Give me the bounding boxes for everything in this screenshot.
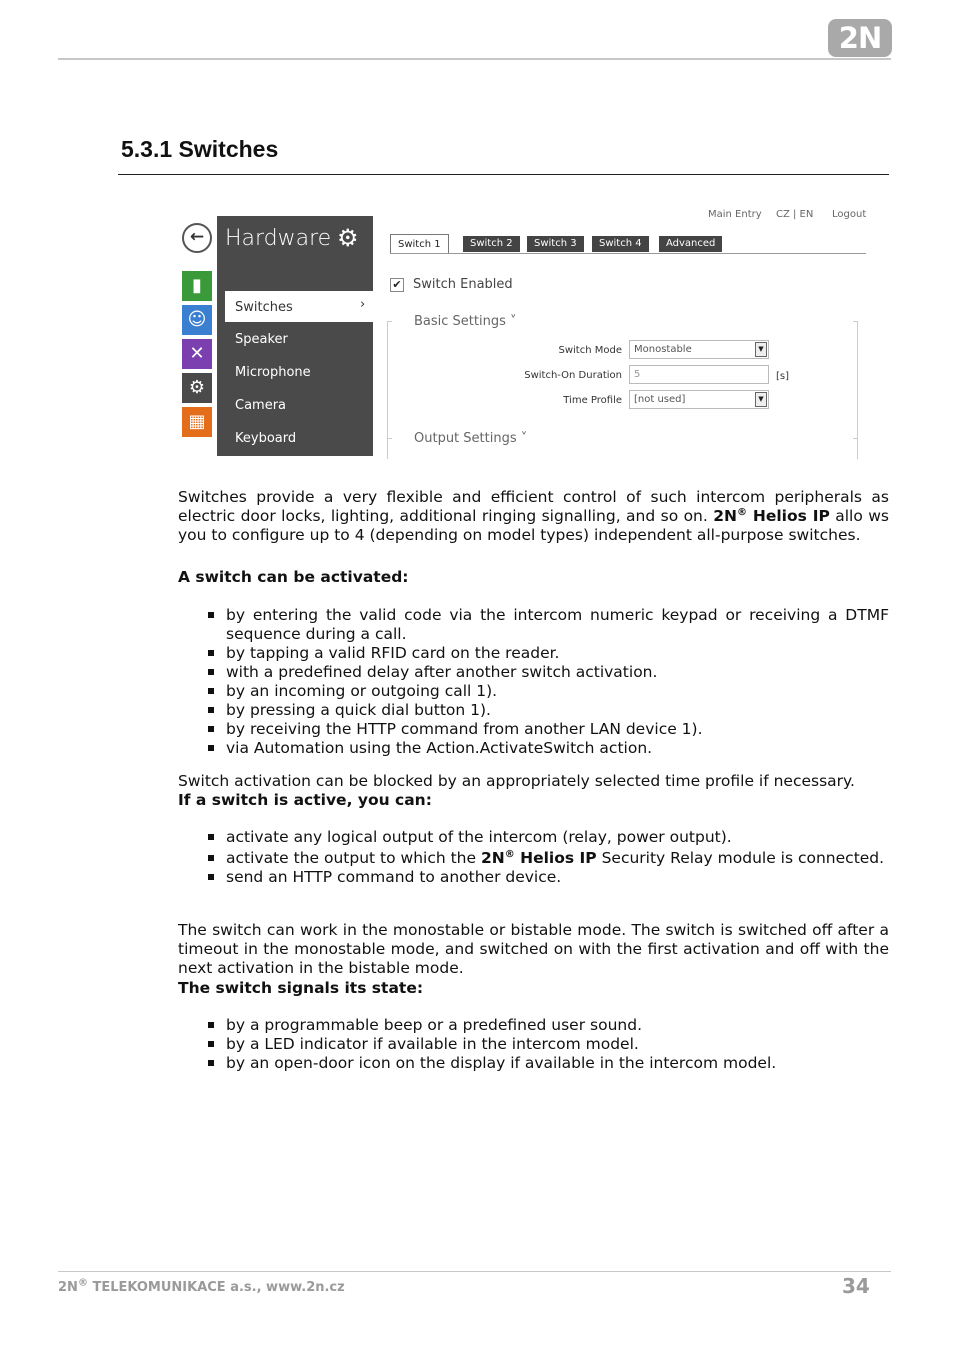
basic-settings-header[interactable]: Basic Settings ˅ [411,314,520,329]
users-icon[interactable]: ☺ [182,305,212,335]
activated-heading: A switch can be activated: [178,568,409,586]
output-settings-header[interactable]: Output Settings ˅ [411,431,530,446]
list-item [206,849,889,868]
title-underline [118,174,889,175]
item-text: Security Relay module is connected. [596,849,885,867]
footer-brand: 2N [58,1280,78,1295]
footer-divider [58,1271,891,1272]
intro-text-1: Switches provide a very flexible and efficient control of such intercom peripherals as electric door locks, lighting, additional ringing signalling, and so on. [178,488,889,525]
list-item: by an incoming or outgoing call 1). [206,682,889,701]
gear-icon[interactable]: ⚙ [182,373,212,403]
chevron-right-icon: › [360,297,366,312]
tab-divider [390,253,866,254]
menu-item-label: Switches [235,300,293,315]
tab-switch-3[interactable]: Switch 3 [527,236,584,252]
switch-mode-value: Monostable [634,344,692,355]
chevron-down-icon: ▼ [755,342,767,357]
switch-enabled-label: Switch Enabled [413,277,513,292]
hardware-ui-screenshot [178,205,878,465]
menu-item-keyboard[interactable]: Keyboard [235,431,297,446]
chart-icon[interactable]: ▮ [182,271,212,301]
signals-list [206,1016,889,1073]
tab-switch-1[interactable]: Switch 1 [390,234,449,254]
chevron-down-icon: ▼ [755,392,767,407]
product-name: Helios IP [514,849,597,867]
settings-gear-icon[interactable]: ⚙ [337,224,359,252]
tab-advanced[interactable]: Advanced [659,236,722,252]
intro-text-2: allo ws you to configure up to 4 (depending on model types) independent all-purpose switches. [178,507,889,544]
time-profile-select[interactable] [629,390,769,409]
logout-link[interactable]: Logout [832,209,867,220]
hardware-menu [217,216,373,456]
menu-title: Hardware [225,226,332,251]
section-title: 5.3.1 Switches [121,136,279,162]
footer-company [58,1277,345,1295]
brand-name: 2N [713,507,737,525]
arrow-left-icon[interactable]: ← [182,223,212,253]
time-profile-value: [not used] [634,394,686,405]
registered-mark: ® [504,848,515,860]
basic-bracket-right [853,321,858,447]
menu-item-speaker[interactable]: Speaker [235,332,288,347]
list-item: by pressing a quick dial button 1). [206,701,889,720]
list-item: by a LED indicator if available in the intercom model. [206,1035,889,1054]
tools-icon[interactable]: ✕ [182,339,212,369]
header-divider [58,58,891,60]
list-item: with a predefined delay after another switch activation. [206,663,889,682]
list-item: via Automation using the Action.ActivateSwitch action. [206,739,889,758]
brand-name: 2N [480,849,505,867]
list-item: by a programmable beep or a predefined user sound. [206,1016,889,1035]
grid-icon[interactable]: ▦ [182,407,212,437]
switch-mode-label: Switch Mode [558,345,622,356]
intro-paragraph [178,488,889,545]
list-item: activate any logical output of the intercom (relay, power output). [206,828,889,847]
output-bracket-right [853,438,858,459]
switch-enabled-checkbox[interactable]: ✔ [390,278,404,292]
list-item: send an HTTP command to another device. [206,868,889,887]
menu-item-microphone[interactable]: Microphone [235,365,311,380]
signals-heading: The switch signals its state: [178,979,424,997]
switch-on-duration-label: Switch-On Duration [524,370,622,381]
main-entry-link[interactable]: Main Entry [708,209,762,220]
language-switch[interactable]: CZ | EN [776,209,814,220]
mode-paragraph: The switch can work in the monostable or bistable mode. The switch is switched off after a timeout in the monostable mode, and switched on with the first activation and off with the next activation in the bistable mode. [178,921,889,977]
page-number: 34 [842,1274,870,1298]
list-item: by tapping a valid RFID card on the reader. [206,644,889,663]
activated-list [206,606,889,758]
footer-registered-mark: ® [77,1277,88,1289]
tab-switch-4[interactable]: Switch 4 [592,236,649,252]
basic-bracket-left [387,321,392,447]
item-text: activate the output to which the [226,849,481,867]
tab-switch-2[interactable]: Switch 2 [463,236,520,252]
list-item: by receiving the HTTP command from another LAN device 1). [206,720,889,739]
menu-item-switches[interactable] [225,291,373,322]
switch-mode-select[interactable] [629,340,769,359]
blocked-text: Switch activation can be blocked by an appropriately selected time profile if necessary. [178,772,855,790]
time-profile-label: Time Profile [563,395,622,406]
active-list [206,828,889,887]
duration-unit: [s] [776,371,790,382]
menu-item-camera[interactable]: Camera [235,398,287,413]
product-name: Helios IP [746,507,830,525]
active-heading: If a switch is active, you can: [178,791,432,809]
switch-on-duration-input[interactable]: 5 [629,365,769,384]
registered-mark: ® [736,506,747,518]
footer-text: TELEKOMUNIKACE a.s., www.2n.cz [87,1280,345,1295]
company-logo: 2N [828,19,892,57]
output-bracket-left [387,438,392,459]
list-item: by entering the valid code via the intercom numeric keypad or receiving a DTMF sequence during a call. [206,606,889,644]
list-item: by an open-door icon on the display if available in the intercom model. [206,1054,889,1073]
